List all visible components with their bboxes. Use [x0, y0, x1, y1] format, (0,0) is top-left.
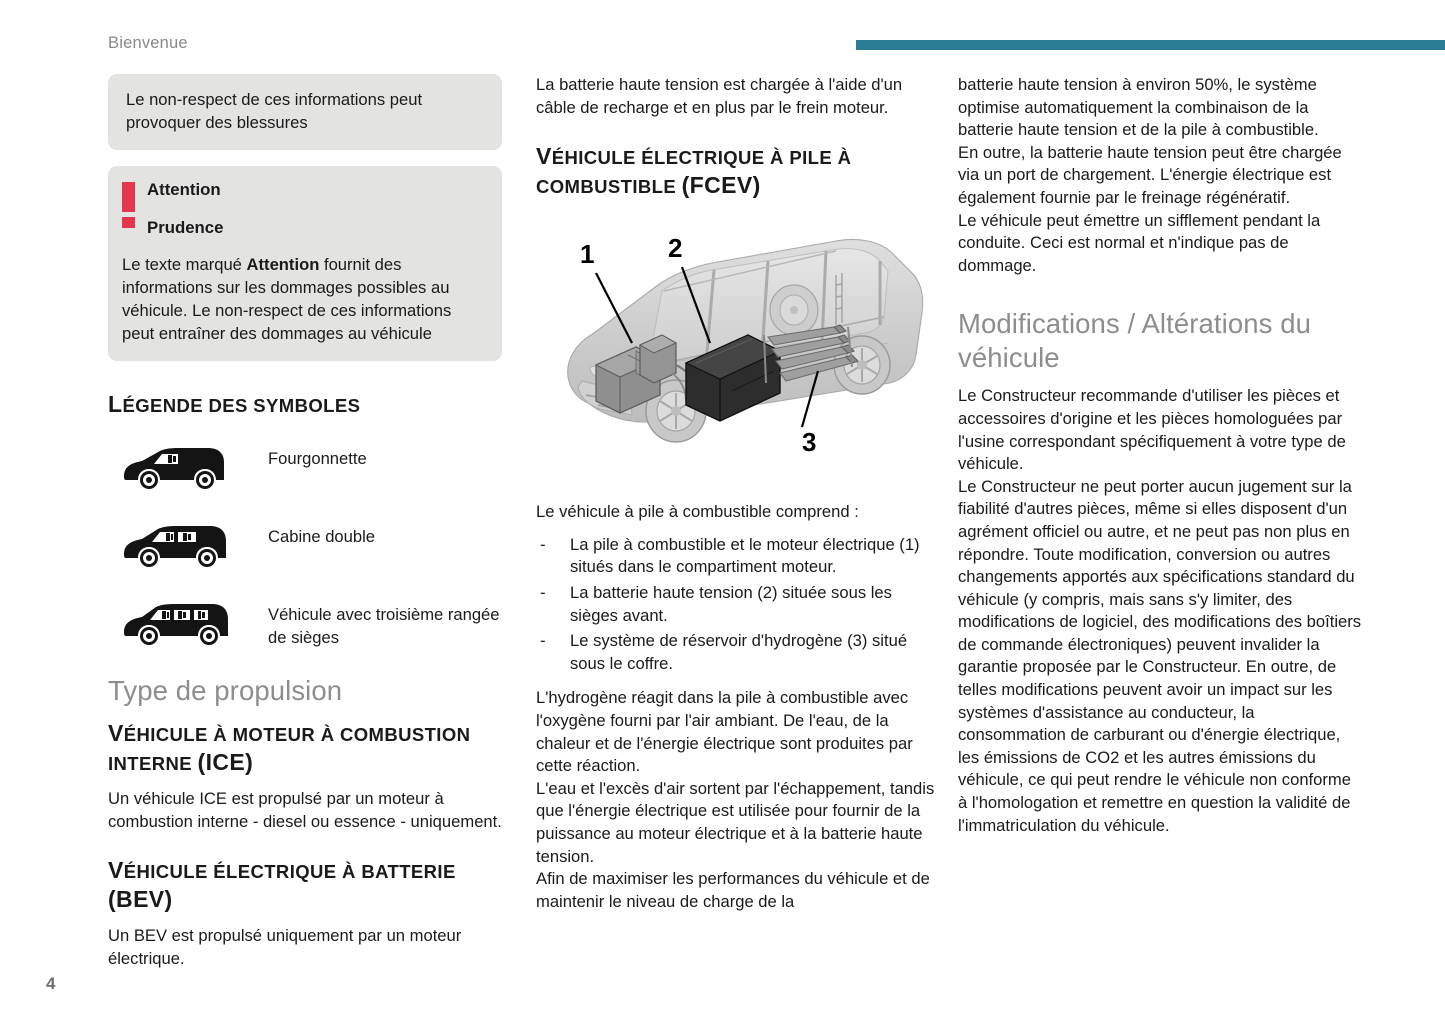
legend-item-label: Cabine double	[268, 527, 376, 546]
list-item	[536, 534, 936, 579]
dash-bullet: -	[540, 582, 546, 602]
whistling-noise-text: Le véhicule peut émettre un sifflement pendant la conduite. Ceci est normal et n'indique pas de dommage.	[958, 210, 1321, 275]
attention-body-bold: Attention	[246, 255, 320, 274]
fcev-heading: VÉHICULE ÉLECTRIQUE À PILE À COMBUSTIBLE (FCEV)	[536, 143, 852, 199]
dash-bullet: -	[540, 631, 546, 651]
hv-battery-charging-text: La batterie haute tension est chargée à l'aide d'un câble de recharge et en plus par le frein moteur.	[536, 75, 903, 117]
battery-optimisation-text: batterie haute tension à environ 50%, le système optimise automatiquement la combinaison de la batterie haute tension et de la pile à combustible.	[958, 75, 1319, 140]
prudence-label: Prudence	[147, 218, 224, 237]
warranty-modifications-text: Le Constructeur ne peut porter aucun jugement sur la fiabilité d'autres pièces, même si elles disposent d'un agrément officiel ou autre, et ne peut pas non plus en répondre. Toute modification, conversion ou autres changements apportés aux spécifications standard du véhicule (y compris, mais sans s'y limiter, des modifications de logiciel, des modifications des boîtiers de commande électroniques) peuvent invalider la garantie proposée par le Constructeur. En outre, de telles modifications peuvent avoir un impact sur les systèmes d'assistance au conducteur, la consommation de carburant ou d'énergie électrique, les émissions de CO2 et les autres émissions du véhicule, ce qui peut rendre le véhicule non conforme à l'homologation et remettre en question la validité de l'immatriculation du véhicule.	[958, 476, 1362, 835]
exclamation-mark-icon	[122, 182, 135, 228]
charging-port-text: En outre, la batterie haute tension peut être chargée via un port de chargement. L'énergie électrique est également fournie par le freinage régénératif.	[958, 142, 1342, 207]
performance-text-continued: Afin de maximiser les performances du véhicule et de maintenir le niveau de charge de la	[536, 869, 930, 911]
header-title: Bienvenue	[108, 34, 188, 52]
symbol-legend-list	[108, 436, 502, 652]
callout-label-2: 2	[668, 233, 683, 264]
list-item	[536, 630, 936, 675]
fcev-components-list	[536, 534, 936, 676]
callout-label-1: 1	[580, 239, 595, 270]
list-item-text: Le système de réservoir d'hydrogène (3) situé sous le coffre.	[570, 631, 908, 673]
attention-body-before: Le texte marqué	[122, 255, 247, 274]
three-row-van-icon	[108, 592, 268, 652]
attention-body-after: fournit des informations sur les dommages possibles au véhicule. Le non-respect de ces informations peut entraîner des dommages au véhicule	[122, 255, 452, 343]
list-item	[536, 582, 936, 627]
bev-body-text: Un BEV est propulsé uniquement par un moteur électrique.	[108, 926, 462, 968]
notice-callout-box	[108, 74, 502, 150]
column-left	[108, 74, 502, 970]
list-item-text: La batterie haute tension (2) située sous les sièges avant.	[570, 582, 892, 625]
column-right	[958, 74, 1362, 837]
attention-callout-box	[108, 166, 502, 361]
ice-body-text: Un véhicule ICE est propulsé par un moteur à combustion interne - diesel ou essence - uniquement.	[108, 789, 502, 831]
original-parts-text: Le Constructeur recommande d'utiliser les pièces et accessoires d'origine et les pièces homologuées par l'usine correspondant spécifiquement à votre type de véhicule.	[958, 386, 1346, 474]
propulsion-type-heading: Type de propulsion	[108, 675, 343, 706]
van-icon	[108, 436, 268, 494]
modifications-heading: Modifications / Altérations du véhicule	[958, 308, 1312, 374]
attention-body-text	[122, 253, 484, 345]
column-middle	[536, 74, 936, 913]
legend-item	[108, 592, 502, 652]
callout-label-3: 3	[802, 427, 817, 458]
fcev-vehicle-cutaway-diagram	[536, 215, 936, 485]
legend-item	[108, 436, 502, 496]
legend-item-label: Fourgonnette	[268, 449, 367, 468]
legend-item-label: Véhicule avec troisième rangée de sièges	[268, 605, 500, 647]
hydrogen-reaction-text: L'hydrogène réagit dans la pile à combustible avec l'oxygène fourni par l'air ambiant. De l'eau, de la chaleur et de l'énergie électrique sont produites par cette réaction.	[536, 688, 913, 776]
list-item-text: La pile à combustible et le moteur électrique (1) situés dans le compartiment moteur.	[570, 534, 920, 577]
page-number: 4	[46, 974, 56, 993]
double-cab-van-icon	[108, 514, 268, 574]
dash-bullet: -	[540, 534, 546, 554]
attention-labels	[147, 178, 223, 239]
notice-callout-text: Le non-respect de ces informations peut provoquer des blessures	[126, 90, 423, 132]
legend-heading: LÉGENDE DES SYMBOLES	[108, 391, 361, 417]
fcev-list-intro: Le véhicule à pile à combustible comprend :	[536, 502, 859, 522]
attention-label: Attention	[147, 180, 221, 199]
page-header	[108, 30, 1445, 60]
water-exhaust-text: L'eau et l'excès d'air sortent par l'échappement, tandis que l'énergie électrique est utilisée pour fournir de la puissance au moteur électrique et à la batterie haute tension.	[536, 778, 935, 866]
bev-heading: VÉHICULE ÉLECTRIQUE À BATTERIE (BEV)	[108, 857, 456, 913]
legend-item	[108, 514, 502, 574]
header-accent-rule	[856, 40, 1445, 50]
attention-header	[122, 178, 484, 239]
ice-heading: VÉHICULE À MOTEUR À COMBUSTION INTERNE (ICE)	[108, 720, 471, 775]
